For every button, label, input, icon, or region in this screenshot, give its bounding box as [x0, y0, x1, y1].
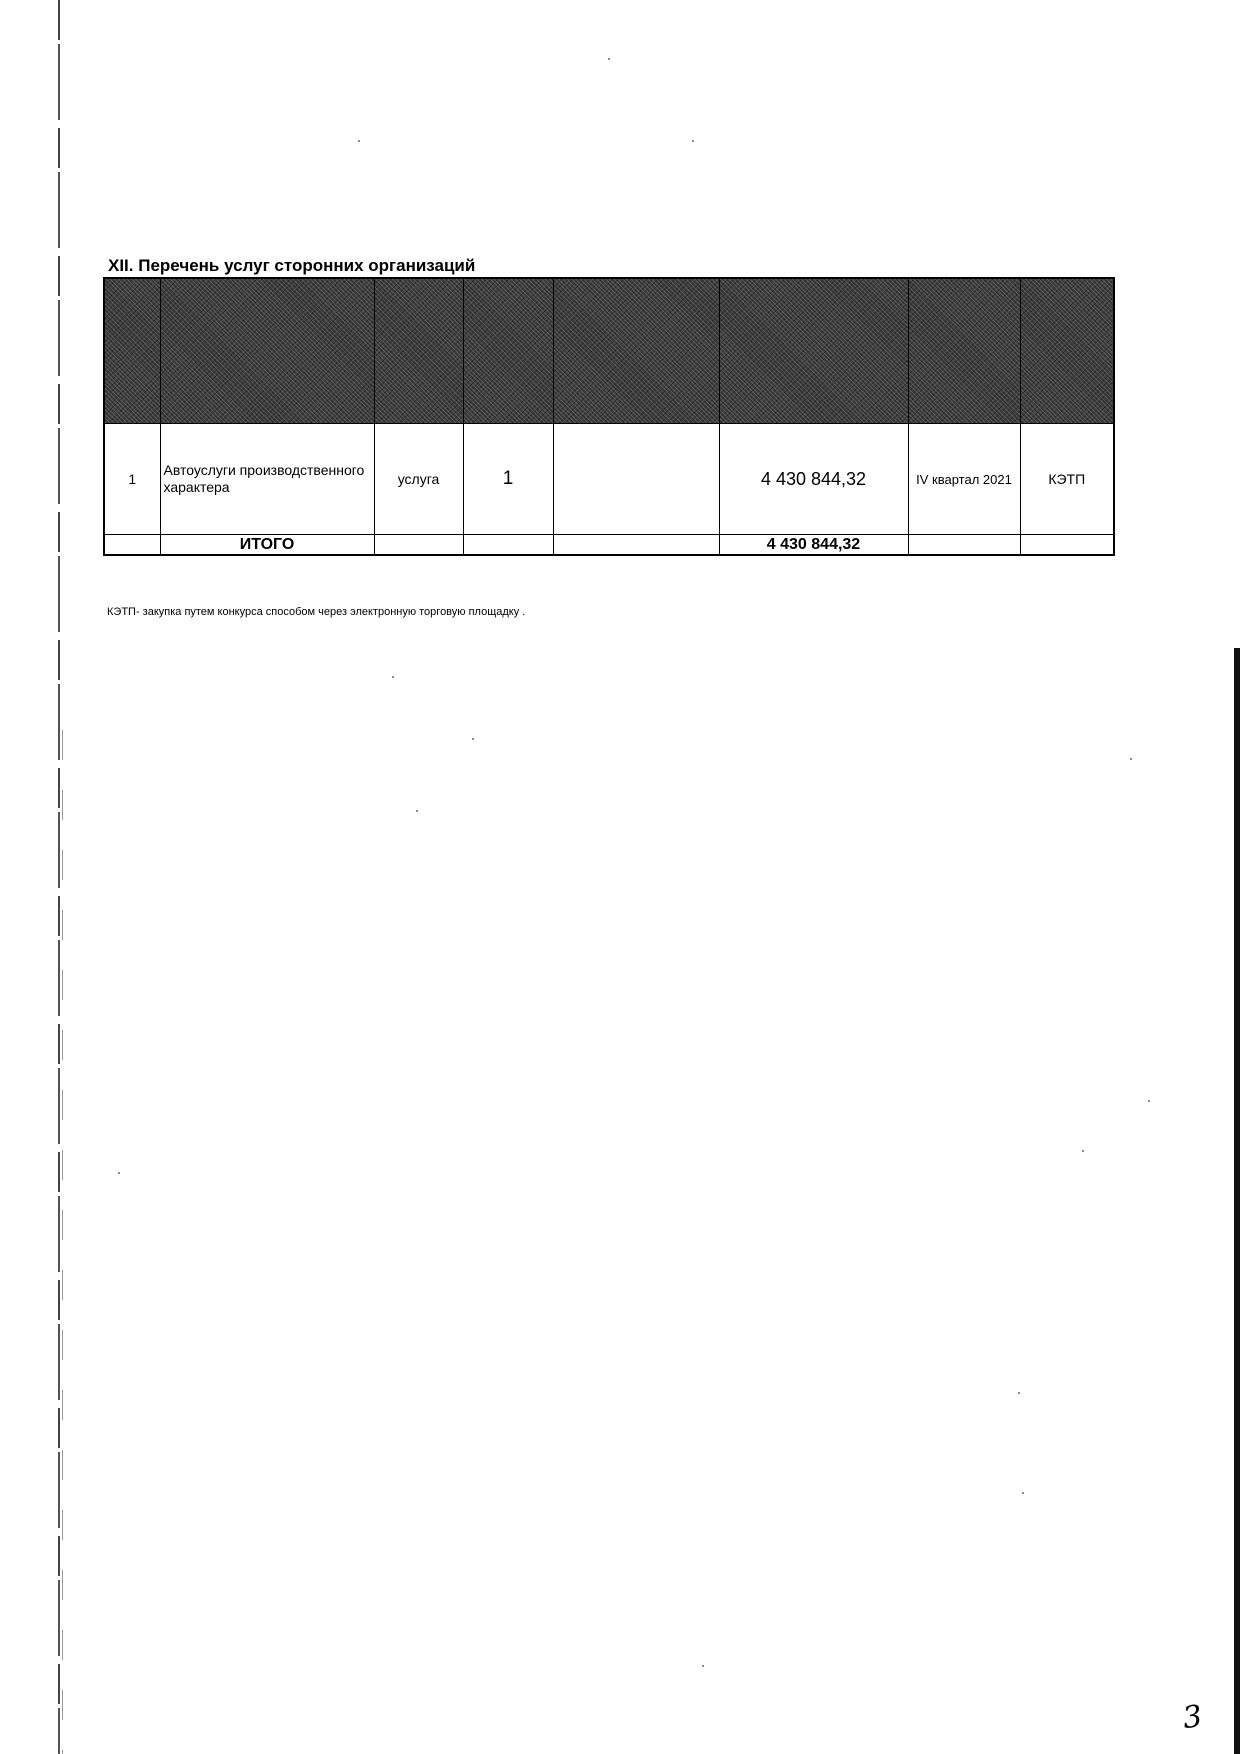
- procurement-method-cell: КЭТП: [1020, 424, 1114, 535]
- scan-speck: [608, 58, 610, 60]
- unit-cell: услуга: [374, 424, 463, 535]
- period-cell: IV квартал 2021: [908, 424, 1020, 535]
- scan-speck: [392, 676, 394, 678]
- table-header-row: [104, 278, 1114, 424]
- section-title: XII. Перечень услуг сторонних организаций: [108, 256, 476, 275]
- handwritten-page-number: 3: [1180, 1698, 1205, 1737]
- empty-cell: [1020, 535, 1114, 556]
- table-row: [104, 424, 1114, 535]
- scan-edge-right: [1234, 648, 1240, 1754]
- scan-speck: [416, 810, 418, 812]
- scan-speck: [1022, 1492, 1024, 1494]
- row-number-cell: 1: [104, 424, 160, 535]
- total-sum-cell: 4 430 844,32: [719, 535, 908, 556]
- service-name-cell: Автоуслуги производственного характера: [160, 424, 374, 535]
- header-cell: [908, 278, 1020, 424]
- quantity-cell: 1: [463, 424, 553, 535]
- scan-speck: [358, 140, 360, 142]
- empty-cell: [553, 535, 719, 556]
- footnote: КЭТП- закупка путем конкурса способом через электронную торговую площадку .: [107, 606, 526, 618]
- total-row: [104, 535, 1114, 556]
- empty-cell: [908, 535, 1020, 556]
- empty-cell: [463, 535, 553, 556]
- scan-edge-left-faint: [62, 730, 63, 1754]
- header-cell: [553, 278, 719, 424]
- scan-speck: [1148, 1100, 1150, 1102]
- header-cell: [104, 278, 160, 424]
- scan-speck: [692, 140, 694, 142]
- header-cell: [160, 278, 374, 424]
- header-cell: [463, 278, 553, 424]
- header-cell: [1020, 278, 1114, 424]
- services-table: [103, 277, 1115, 556]
- scan-speck: [118, 1172, 120, 1174]
- scan-speck: [1018, 1392, 1020, 1394]
- header-cell: [374, 278, 463, 424]
- header-cell: [719, 278, 908, 424]
- scan-speck: [1130, 758, 1132, 760]
- scan-speck: [472, 738, 474, 740]
- empty-cell: [553, 424, 719, 535]
- scan-speck: [702, 1665, 704, 1667]
- scan-speck: [1082, 1150, 1084, 1152]
- empty-cell: [374, 535, 463, 556]
- empty-cell: [104, 535, 160, 556]
- sum-cell: 4 430 844,32: [719, 424, 908, 535]
- total-label-cell: ИТОГО: [160, 535, 374, 556]
- scan-edge-left: [58, 0, 60, 1754]
